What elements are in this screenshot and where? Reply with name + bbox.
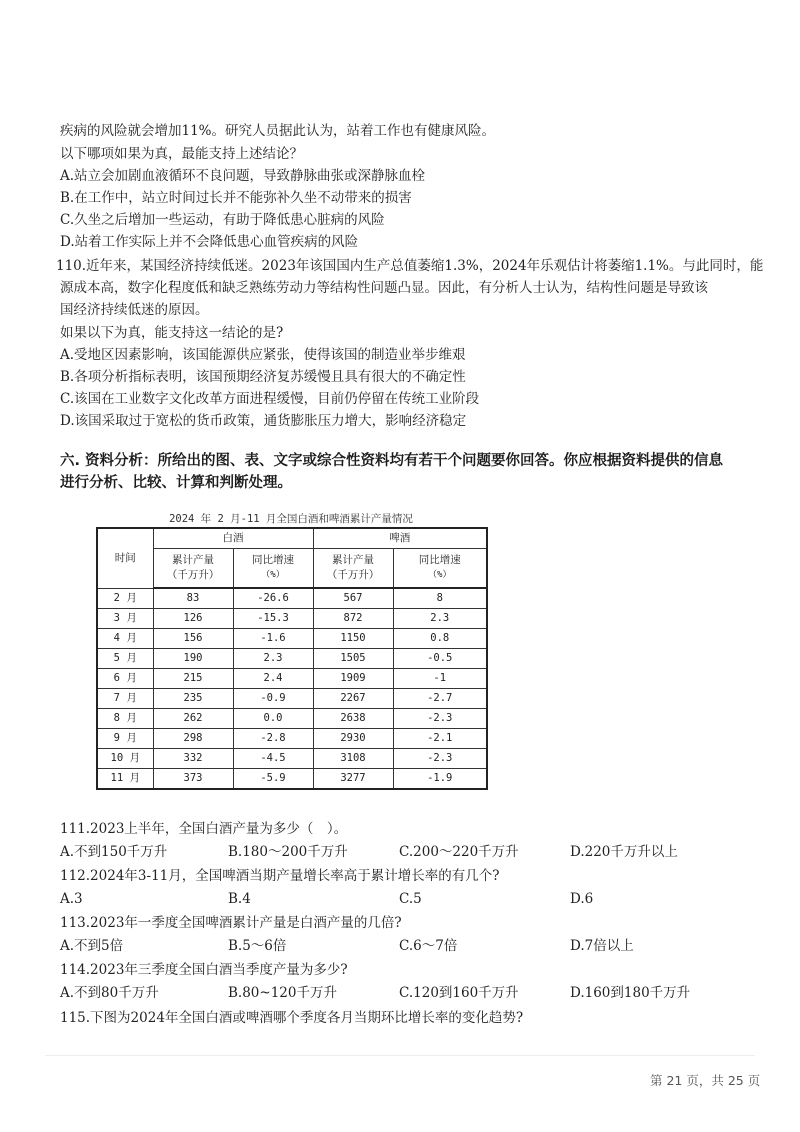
header-baijiu-output: 累计产量 （千万升）	[153, 549, 233, 589]
q112-option-c[interactable]: C.5	[399, 891, 422, 907]
table-row: 11 月 373 -5.9 3277 -1.9	[97, 769, 487, 790]
table-row: 7 月 235 -0.9 2267 -2.7	[97, 689, 487, 709]
q111-option-b[interactable]: B.180～200千万升	[228, 844, 348, 860]
header-time: 时间	[97, 528, 153, 588]
page-number: 第 21 页，共 25 页	[650, 1073, 761, 1088]
q113-option-b[interactable]: B.5～6倍	[228, 938, 287, 954]
section-heading-1: 六. 资料分析：所给出的图、表、文字或综合性资料均有若干个问题要你回答。你应根据资料提供的信息	[60, 453, 724, 469]
q109-option-d: D.站着工作实际上并不会降低患心血管疾病的风险	[60, 234, 359, 250]
table-row: 4 月 156 -1.6 1150 0.8	[97, 629, 487, 649]
q115-stem: 115.下图为2024年全国白酒或啤酒哪个季度各月当期环比增长率的变化趋势?	[60, 1010, 524, 1026]
header-baijiu-growth: 同比增速 （%）	[233, 549, 313, 589]
q113-option-a[interactable]: A.不到5倍	[60, 938, 124, 954]
q109-option-c: C.久坐之后增加一些运动，有助于降低患心脏病的风险	[60, 212, 385, 228]
q113-stem: 113.2023年一季度全国啤酒累计产量是白酒产量的几倍?	[60, 915, 402, 931]
q109-prompt: 以下哪项如果为真，最能支持上述结论？	[60, 146, 303, 162]
table-row: 2 月 83 -26.6 567 8	[97, 588, 487, 609]
q113-option-d[interactable]: D.7倍以上	[570, 938, 634, 954]
q112-option-b[interactable]: B.4	[228, 891, 251, 907]
table-row: 9 月 298 -2.8 2930 -2.1	[97, 729, 487, 749]
q109-text: 疾病的风险就会增加11%。研究人员据此认为，站着工作也有健康风险。	[60, 123, 496, 139]
q112-option-a[interactable]: A.3	[60, 891, 83, 907]
table-row: 10 月 332 -4.5 3108 -2.3	[97, 749, 487, 769]
q113-option-c[interactable]: C.6～7倍	[399, 938, 458, 954]
table-row: 5 月 190 2.3 1505 -0.5	[97, 649, 487, 669]
table-title: 2024 年 2 月-11 月全国白酒和啤酒累计产量情况	[169, 513, 413, 525]
q112-stem: 112.2024年3-11月，全国啤酒当期产量增长率高于累计增长率的有几个?	[60, 868, 500, 884]
q111-option-c[interactable]: C.200～220千万升	[399, 844, 519, 860]
q109-option-a: A.站立会加剧血液循环不良问题，导致静脉曲张或深静脉血栓	[60, 168, 426, 184]
q114-option-a[interactable]: A.不到80千万升	[60, 985, 159, 1001]
q112-option-d[interactable]: D.6	[570, 891, 594, 907]
q114-option-b[interactable]: B.80~120千万升	[228, 985, 337, 1001]
q110-option-d: D.该国采取过于宽松的货币政策，通货膨胀压力增大，影响经济稳定	[60, 413, 467, 429]
table-row: 8 月 262 0.0 2638 -2.3	[97, 709, 487, 729]
q110-stem-2: 源成本高，数字化程度低和缺乏熟练劳动力等结构性问题凸显。因此，有分析人士认为，结构性问题是导致该	[60, 280, 708, 296]
q114-option-c[interactable]: C.120到160千万升	[399, 985, 519, 1001]
q110-option-c: C.该国在工业数字文化改革方面进程缓慢，目前仍停留在传统工业阶段	[60, 391, 480, 407]
q110-option-a: A.受地区因素影响，该国能源供应紧张，使得该国的制造业举步维艰	[60, 347, 466, 363]
q111-option-a[interactable]: A.不到150千万升	[60, 844, 168, 860]
q114-option-d[interactable]: D.160到180千万升	[570, 985, 691, 1001]
q110-stem-3: 国经济持续低迷的原因。	[60, 302, 209, 318]
q110-prompt: 如果以下为真，能支持这一结论的是?	[60, 325, 284, 341]
footer-divider	[45, 1055, 755, 1056]
section-heading-2: 进行分析、比较、计算和判断处理。	[60, 475, 292, 491]
q114-stem: 114.2023年三季度全国白酒当季度产量为多少?	[60, 962, 348, 978]
table-row: 3 月 126 -15.3 872 2.3	[97, 609, 487, 629]
header-pijiu-output: 累计产量 （千万升）	[313, 549, 393, 589]
q110-stem-1: 110.近年来，某国经济持续低迷。2023年该国国内生产总值萎缩1.3%，2024年乐观估计将萎缩1.1%。与此同时，能	[56, 258, 764, 274]
header-pijiu-growth: 同比增速 （%）	[393, 549, 487, 589]
production-table	[96, 527, 488, 790]
table-row: 6 月 215 2.4 1909 -1	[97, 669, 487, 689]
q109-option-b: B.在工作中，站立时间过长并不能弥补久坐不动带来的损害	[60, 190, 412, 206]
header-baijiu: 白酒	[153, 528, 313, 549]
header-pijiu: 啤酒	[313, 528, 487, 549]
q111-option-d[interactable]: D.220千万升以上	[570, 844, 678, 860]
q110-option-b: B.各项分析指标表明，该国预期经济复苏缓慢且具有很大的不确定性	[60, 369, 466, 385]
q111-stem: 111.2023上半年，全国白酒产量为多少（ ）。	[60, 821, 348, 837]
